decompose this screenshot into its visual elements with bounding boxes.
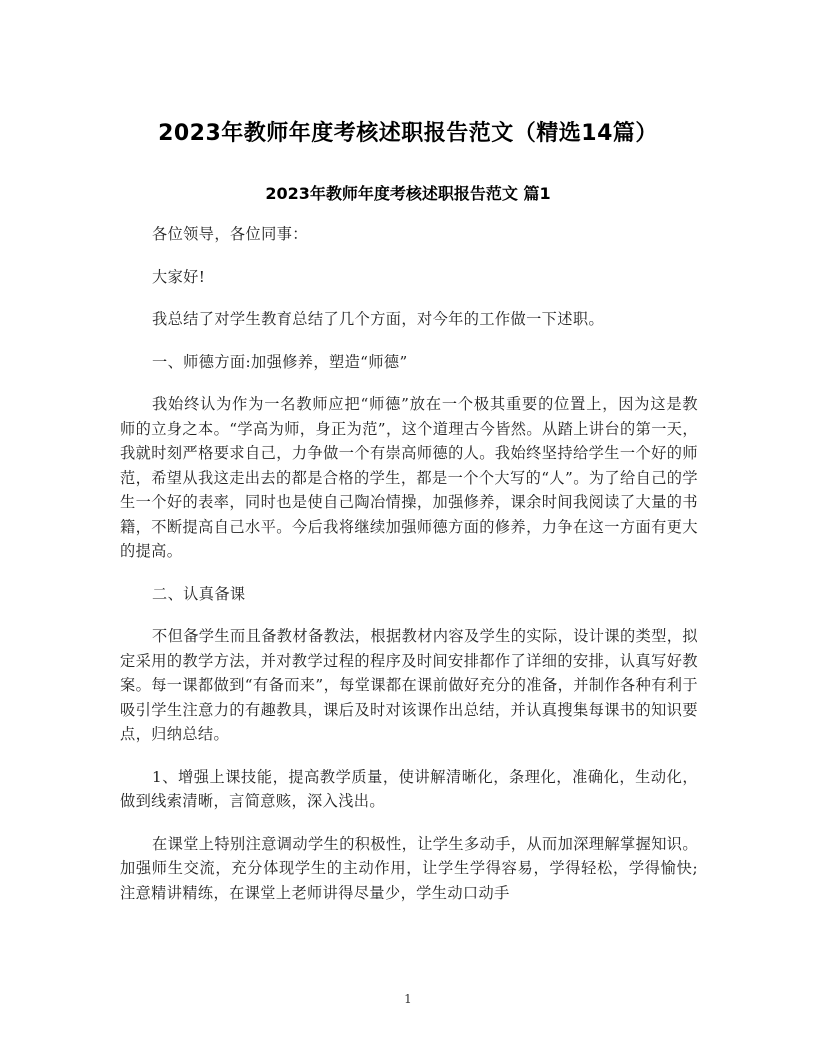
paragraph-hello: 大家好! bbox=[152, 267, 206, 286]
section-title: 2023年教师年度考核述职报告范文 篇1 bbox=[265, 184, 551, 203]
paragraph-lesson-prep: 不但备学生而且备教材备教法，根据教材内容及学生的实际，设计课的类型，拟定采用的教学方法，并对教学过程的程序及时间安排都作了详细的安排，认真写好教案。每一课都做到“有备而来”，每堂课都在课前做好充分的准备，并制作各种有利于吸引学生注意力的有趣教具，课后及时对该课作出总结，并认真搜集每课书的知识要点，归纳总结。 bbox=[120, 627, 698, 743]
paragraph-classroom: 在课堂上特别注意调动学生的积极性，让学生多动手，从而加深理解掌握知识。加强师生交流，充分体现学生的主动作用，让学生学得容易，学得轻松，学得愉快;注意精讲精练，在课堂上老师讲得尽量少，学生动口动手 bbox=[120, 834, 698, 902]
paragraph-teaching-skills: 1、增强上课技能，提高教学质量，使讲解清晰化，条理化，准确化，生动化，做到线索清晰，言简意赅，深入浅出。 bbox=[120, 767, 698, 810]
paragraph-intro: 我总结了对学生教育总结了几个方面，对今年的工作做一下述职。 bbox=[152, 310, 605, 328]
page-number: 1 bbox=[404, 992, 412, 1006]
heading-ethics: 一、师德方面:加强修养，塑造“师德” bbox=[152, 352, 408, 371]
document-body bbox=[120, 222, 698, 923]
document-title: 2023年教师年度考核述职报告范文（精选14篇） bbox=[158, 121, 658, 146]
heading-lesson-prep: 二、认真备课 bbox=[152, 584, 246, 603]
paragraph-ethics: 我始终认为作为一名教师应把“师德”放在一个极其重要的位置上，因为这是教师的立身之本。“学高为师，身正为范”，这个道理古今皆然。从踏上讲台的第一天，我就时刻严格要求自己，力争做一个有崇高师德的人。我始终坚持给学生一个好的师范，希望从我这走出去的都是合格的学生，都是一个个大写的“人”。为了给自己的学生一个好的表率，同时也是使自己陶冶情操，加强修养，课余时间我阅读了大量的书籍，不断提高自己水平。今后我将继续加强师德方面的修养，力争在这一方面有更大的提高。 bbox=[120, 395, 698, 560]
paragraph-greeting: 各位领导，各位同事： bbox=[152, 225, 308, 243]
